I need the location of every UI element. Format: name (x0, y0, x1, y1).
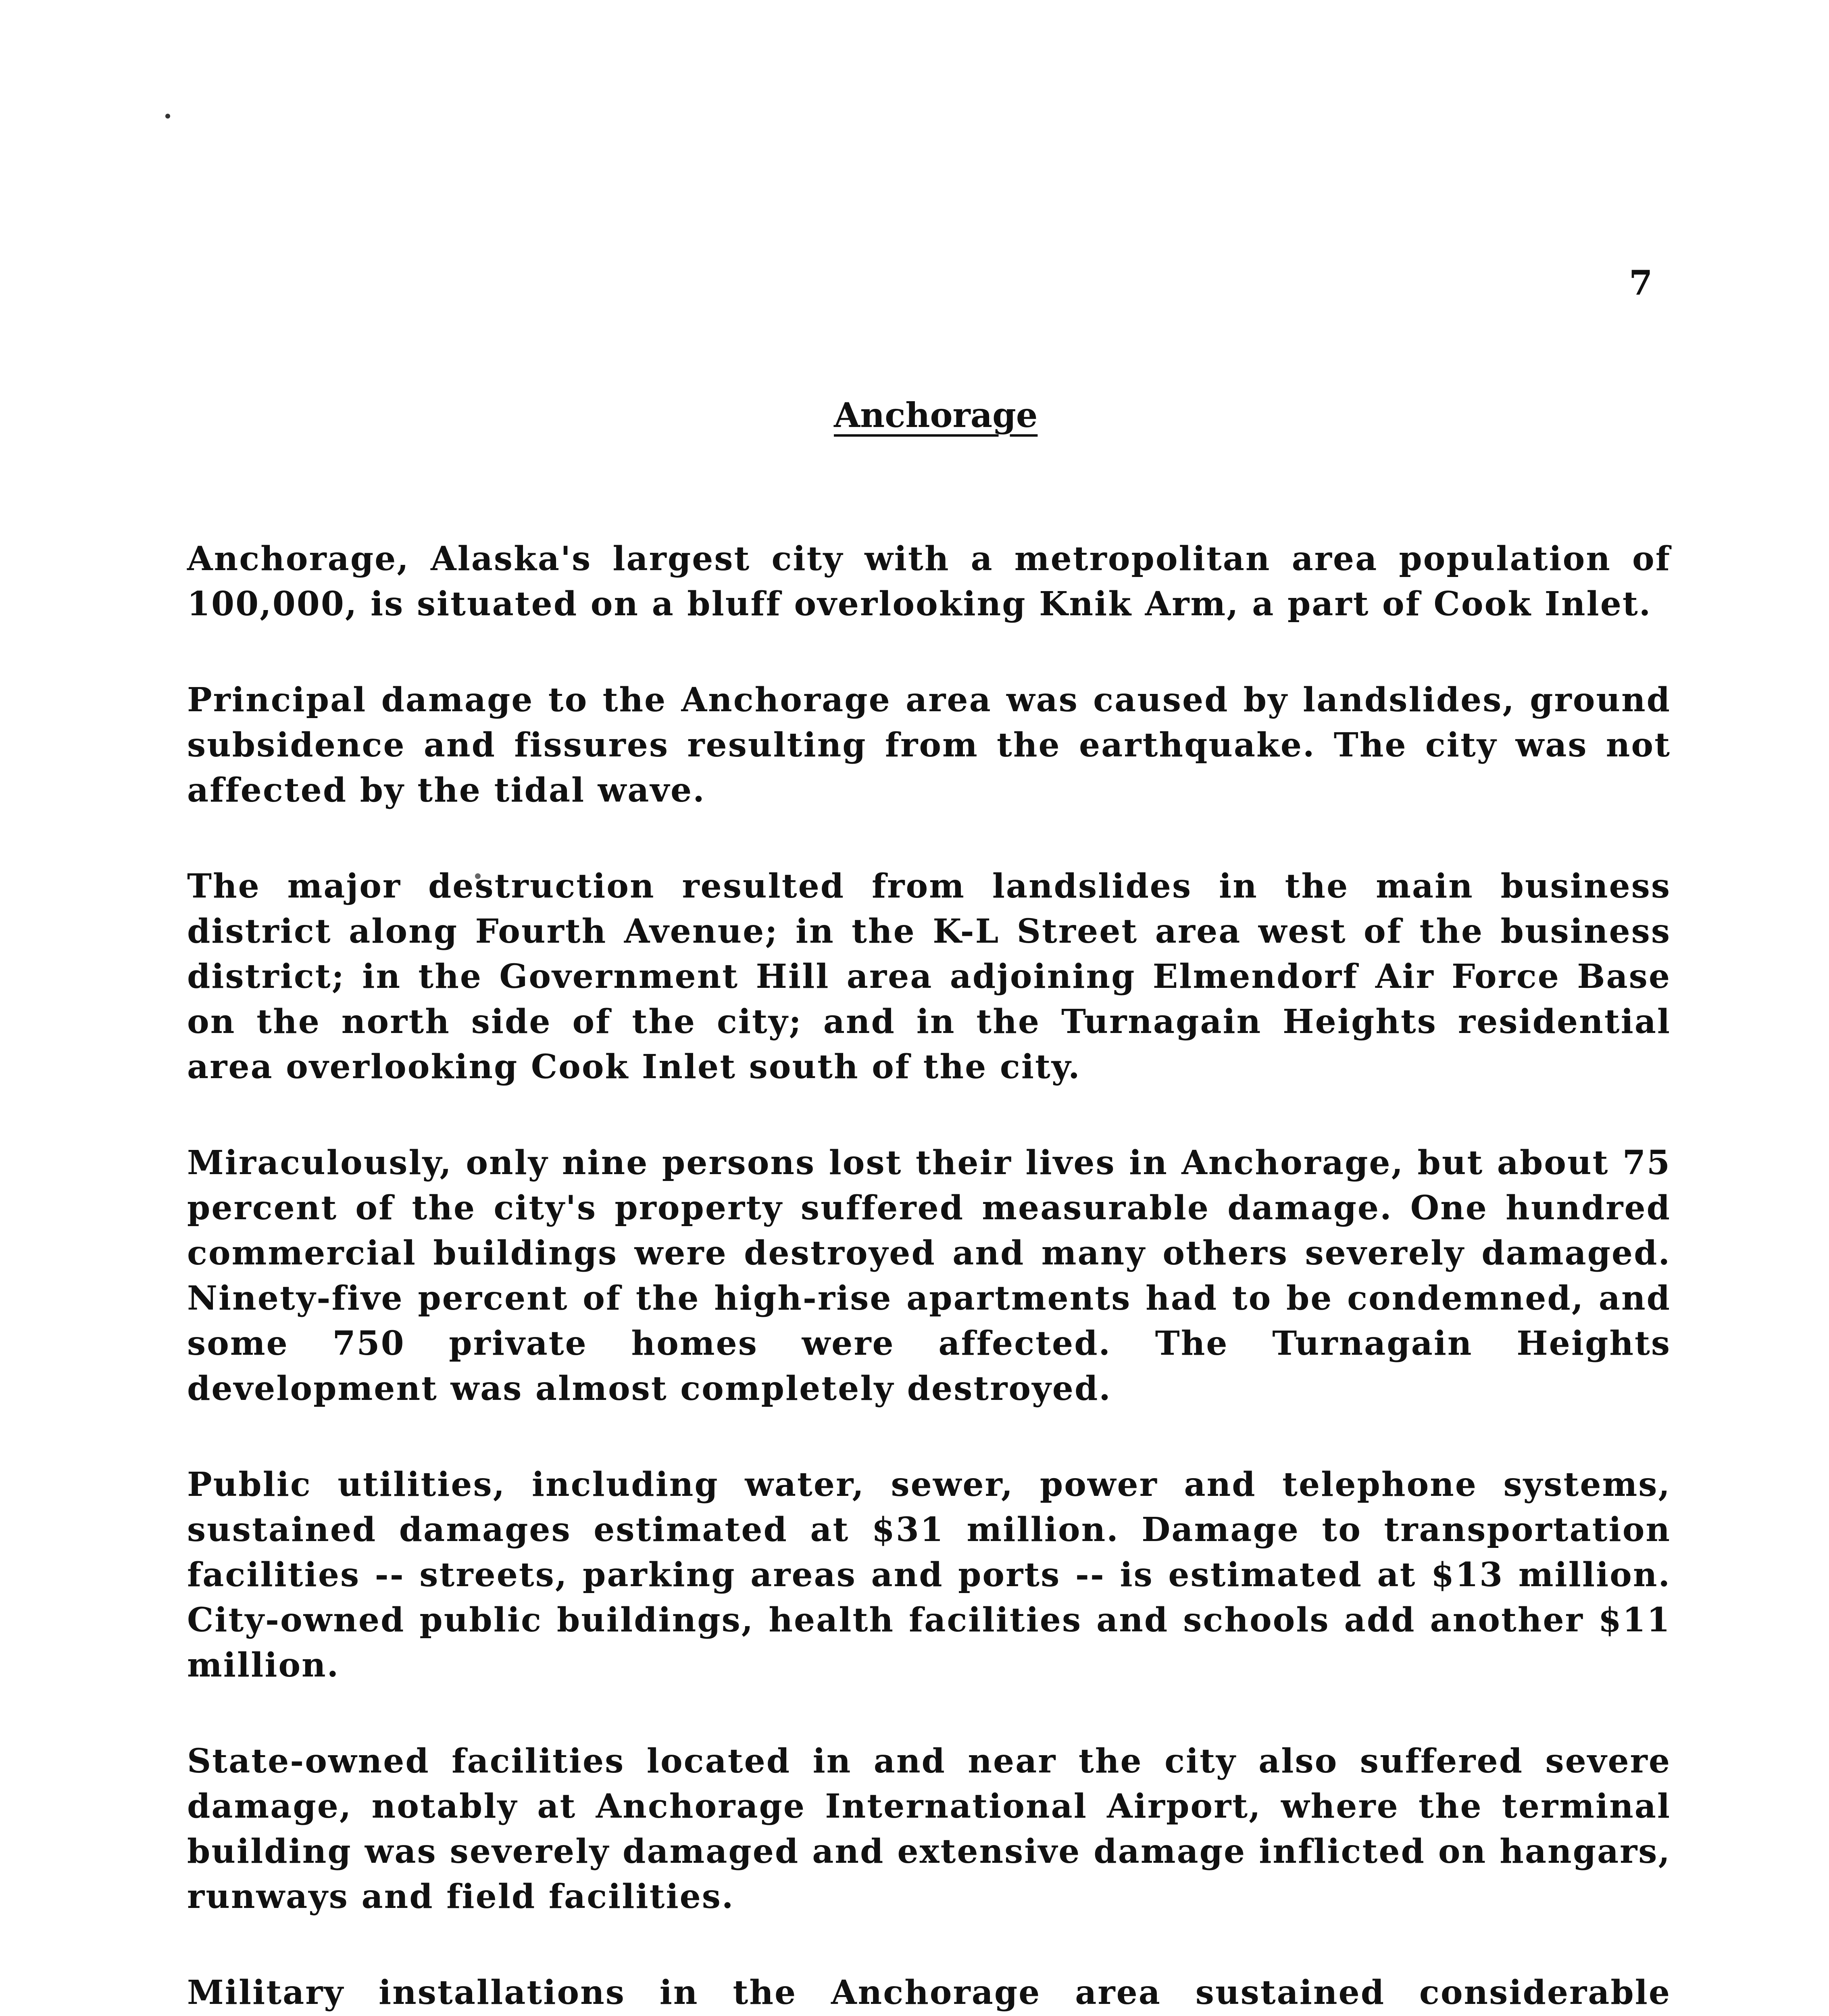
body-text (187, 536, 1671, 2016)
paragraph-major-destruction: The major destruction resulted from landslides in the main business district along Fourth Avenue; in the K-L Street area west of the business district; in the Government Hill area adjoining Elmendorf Air Force Base on the north side of the city; and in the Turnagain Heights residential area overlooking Cook Inlet south of the city. (187, 867, 1671, 1086)
paragraph-state-facilities: State-owned facilities located in and near the city also suffered severe damage, notably at Anchorage International Airport, where the terminal building was severely damaged and extensive damage inflicted on hangars, runways and field facilities. (187, 1742, 1671, 1916)
paragraph-public-utilities: Public utilities, including water, sewer, power and telephone systems, sustained damages estimated at $31 million. Damage to transportation facilities -- streets, parking areas and ports -- is estimated at $13 million. City-owned public buildings, health facilities and schools add another $11 million. (187, 1465, 1671, 1685)
paragraph-military: Military installations in the Anchorage area sustained considerable (187, 1973, 1671, 2012)
paragraph-intro: Anchorage, Alaska's largest city with a metropolitan area population of 100,000, is situated on a bluff overlooking Knik Arm, a part of Cook Inlet. (187, 539, 1671, 623)
paragraph-principal-damage: Principal damage to the Anchorage area was caused by landslides, ground subsidence and fissures resulting from the earthquake. The city was not affected by the tidal wave. (187, 681, 1671, 810)
scan-speck (165, 114, 170, 119)
page-title: Anchorage (834, 395, 1038, 435)
paragraph-casualties: Miraculously, only nine persons lost their lives in Anchorage, but about 75 percent of the city's property suffered measurable damage. One hundred commercial buildings were destroyed and many others severely damaged. Ninety-five percent of the high-rise apartments had to be condemned, and some 750 private homes were affected. The Turnagain Heights development was almost completely destroyed. (187, 1143, 1671, 1408)
page-number: 7 (1629, 263, 1653, 303)
